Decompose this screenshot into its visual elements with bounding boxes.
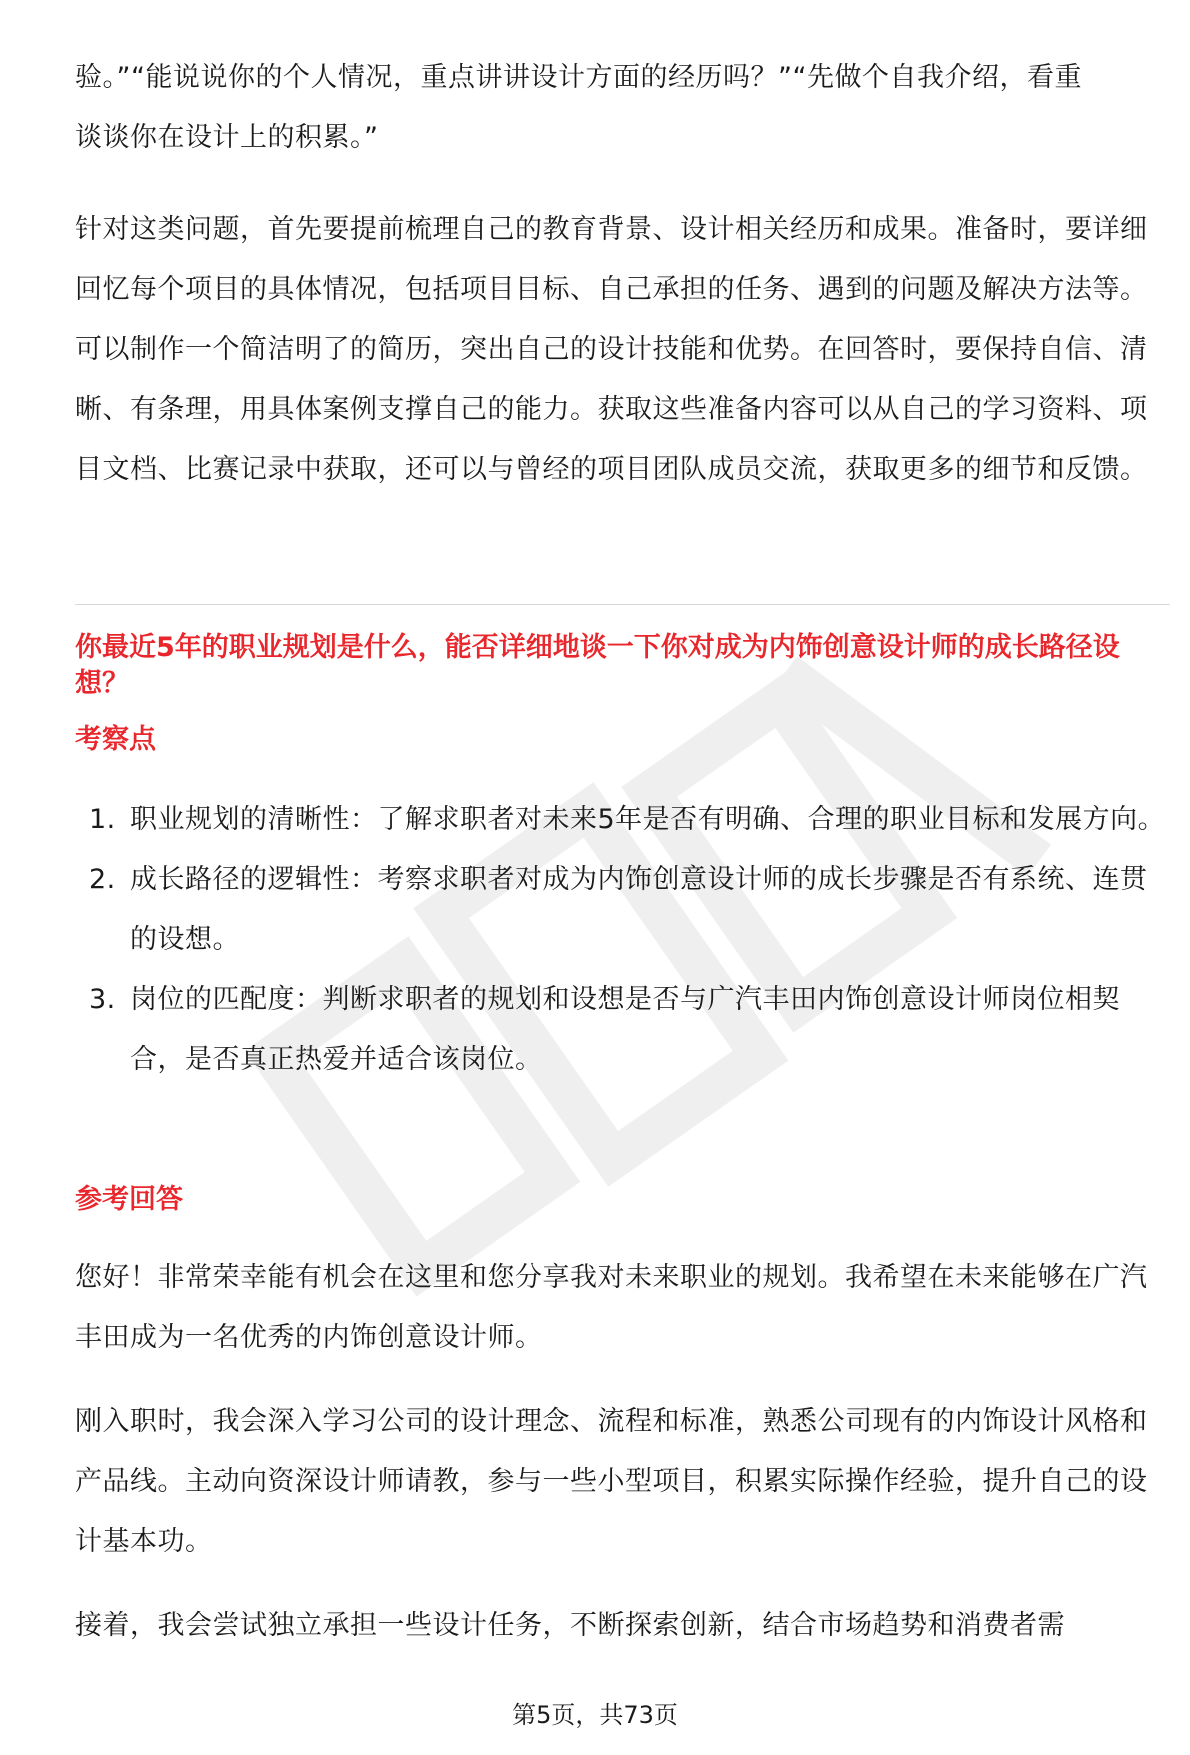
answer-paragraph-1: 您好！非常荣幸能有机会在这里和您分享我对未来职业的规划。我希望在未来能够在广汽丰田成为一名优秀的内饰创意设计师。	[75, 1262, 1148, 1353]
answer-paragraph-3: 接着，我会尝试独立承担一些设计任务，不断探索创新，结合市场趋势和消费者需	[75, 1610, 1065, 1641]
section-divider	[75, 604, 1170, 605]
answer-paragraph-2: 刚入职时，我会深入学习公司的设计理念、流程和标准，熟悉公司现有的内饰设计风格和产品线。主动向资深设计师请教，参与一些小型项目，积累实际操作经验，提升自己的设计基本功。	[75, 1406, 1148, 1557]
focus-title: 考察点	[75, 724, 156, 755]
intro-line-2: 谈谈你在设计上的积累。”	[75, 122, 379, 153]
answer-section	[75, 1248, 1170, 1656]
focus-item: 1. 职业规划的清晰性：了解求职者对未来5年是否有明确、合理的职业目标和发展方向。	[89, 804, 1166, 835]
focus-item: 3. 岗位的匹配度：判断求职者的规划和设想是否与广汽丰田内饰创意设计师岗位相契合，是否真正热爱并适合该岗位。	[89, 984, 1120, 1075]
focus-list	[75, 790, 1170, 1090]
question-heading: 你最近5年的职业规划是什么，能否详细地谈一下你对成为内饰创意设计师的成长路径设想？	[75, 632, 1120, 699]
page-footer: 第5页，共73页	[512, 1701, 678, 1729]
intro-line-1: 验。”“能说说你的个人情况，重点讲讲设计方面的经历吗？”“先做个自我介绍，看重	[75, 62, 1082, 93]
intro-paragraph-2: 针对这类问题，首先要提前梳理自己的教育背景、设计相关经历和成果。准备时，要详细回忆每个项目的具体情况，包括项目目标、自己承担的任务、遇到的问题及解决方法等。可以制作一个简洁明了的简历，突出自己的设计技能和优势。在回答时，要保持自信、清晰、有条理，用具体案例支撑自己的能力。获取这些准备内容可以从自己的学习资料、项目文档、比赛记录中获取，还可以与曾经的项目团队成员交流，获取更多的细节和反馈。	[75, 214, 1148, 485]
answer-title: 参考回答	[75, 1184, 183, 1215]
focus-item: 2. 成长路径的逻辑性：考察求职者对成为内饰创意设计师的成长步骤是否有系统、连贯的设想。	[89, 864, 1148, 955]
intro-section	[75, 48, 1170, 500]
